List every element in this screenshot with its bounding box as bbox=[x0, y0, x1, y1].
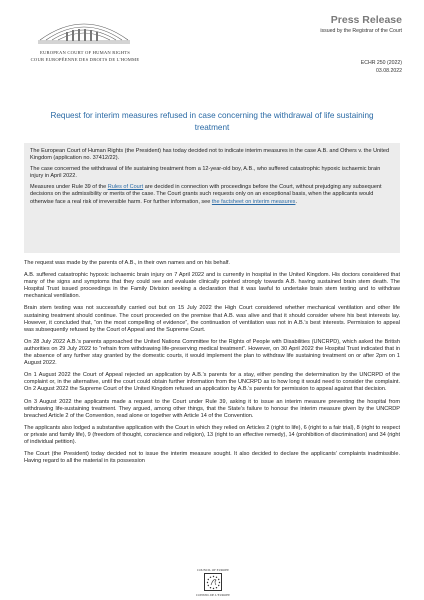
body-paragraph: On 28 July 2022 A.B.’s parents approached the United Nations Committee for the Rights of People with Disabilities (UNCRPD), which asked the British authorities on 29 July 2022 to “refrain from withdrawing life-preserving medical treatment”. However, on 30 April 2022 the Hospital Trust indicated that in the absence of any further stay granted by the domestic courts, it would implement the plan to withdraw life sustaining treatment on or after 2pm on 1 August 2022. bbox=[24, 338, 400, 367]
council-of-europe-emblem-icon bbox=[204, 573, 222, 591]
summary-box bbox=[24, 143, 400, 253]
summary-text: . bbox=[295, 198, 297, 205]
council-of-europe-label: COUNCIL OF EUROPE bbox=[196, 568, 230, 572]
court-building-logo-icon bbox=[36, 10, 132, 48]
press-release-header bbox=[0, 0, 424, 95]
body-paragraph: The applicants also lodged a substantive application with the Court in which they relied on Articles 2 (right to life), 6 (right to a fair trial), 8 (right to respect or private and family life), 9 (freedom of thought, conscience and religion), 13 (right to an effective remedy), 14 (prohibition of discrimination) and 34 (right of individual petition). bbox=[24, 424, 400, 445]
summary-text: Measures under Rule 39 of the bbox=[30, 184, 108, 191]
court-name-fr: COUR EUROPÉENNE DES DROITS DE L'HOMME bbox=[30, 57, 140, 62]
summary-paragraph: The case concerned the withdrawal of life sustaining treatment from a 12-year-old boy, A.B., who suffered catastrophic hypoxic ischaemic brain injury in April 2022. bbox=[30, 166, 381, 180]
body-paragraph: A.B. suffered catastrophic hypoxic ischaemic brain injury on 7 April 2022 and is currently in hospital in the United Kingdom. His doctors considered that many of the signs and symptoms that they could see and evaluate clinically pointed strongly towards A.B. having sustained brain stem death. The Hospital Trust issued proceedings in the Family Division seeking a declaration that it was lawful to undertake brain stem testing and to withdraw mechanical ventilation. bbox=[24, 272, 400, 300]
rules-of-court-link[interactable]: Rules of Court bbox=[107, 184, 144, 191]
council-of-europe-logo bbox=[196, 568, 230, 598]
conseil-de-l-europe-label: CONSEIL DE L'EUROPE bbox=[195, 593, 231, 597]
summary-paragraph bbox=[30, 184, 394, 205]
body-text bbox=[24, 260, 400, 470]
summary-text: are decided in connection with proceedings before the Court, without prejudging any subsequent decisions on the admissibility or merits of the case. The Court grants such requests only on an exceptional basis, when the applicants would otherwise face a real risk of irreversible harm. For further information, see bbox=[30, 184, 382, 205]
factsheet-interim-measures-link[interactable]: the factsheet on interim measures bbox=[211, 198, 296, 205]
body-paragraph: On 3 August 2022 the applicants made a request to the Court under Rule 39, asking it to issue an interim measure preventing the hospital from withdrawing life-sustaining treatment. They argued, among other things, that the State’s failure to honour the interim measure given by the UNCRDP breached Article 2 of the Convention, read alone or together with Article 14 of the Convention. bbox=[24, 398, 400, 419]
stars-circle-icon bbox=[205, 574, 222, 591]
headline: Request for interim measures refused in case concerning the withdrawal of life sustaining treatment bbox=[50, 111, 374, 132]
release-date: 03.08.2022 bbox=[376, 68, 402, 74]
summary-paragraph: The European Court of Human Rights (the President) has today decided not to indicate interim measures in the case A.B. and Others v. the United Kingdom (application no. 37412/22). bbox=[30, 148, 390, 162]
body-paragraph: Brain stem testing was not successfully carried out but on 15 July 2022 the High Court considered whether mechanical ventilation and other life sustaining treatment should continue. The court proceeded on the premise that A.B. was alive and that it should consider where his best interests lay. However, it concluded that, “on the most compelling of evidence”, the continuation of ventilation was not in A.B.’s best interests. Permission to appeal was subsequently refused by the Court of Appeal and the Supreme Court. bbox=[24, 305, 400, 333]
court-name-en: EUROPEAN COURT OF HUMAN RIGHTS bbox=[39, 50, 131, 55]
body-paragraph: On 1 August 2022 the Court of Appeal rejected an application by A.B.’s parents for a stay, either pending the determination by the UNCRPD of the complaint or, in the alternative, until the court could obtain further information from the UNCRPD as to how long it would need to consider the complaint. On 2 August 2022 the Supreme Court of the United Kingdom refused an application by A.B.’s parents for permission to appeal against that decision. bbox=[24, 372, 400, 393]
reference-number: ECHR 250 (2022) bbox=[360, 60, 402, 66]
body-paragraph: The request was made by the parents of A.B., in their own names and on his behalf. bbox=[24, 260, 230, 266]
press-release-title: Press Release bbox=[330, 14, 402, 26]
press-release-subtitle: issued by the Registrar of the Court bbox=[320, 28, 402, 34]
body-paragraph: The Court (the President) today decided not to issue the interim measure sought. It also decided to declare the applicants’ complaints inadmissible. Having regard to all the material in its possession bbox=[24, 451, 400, 465]
